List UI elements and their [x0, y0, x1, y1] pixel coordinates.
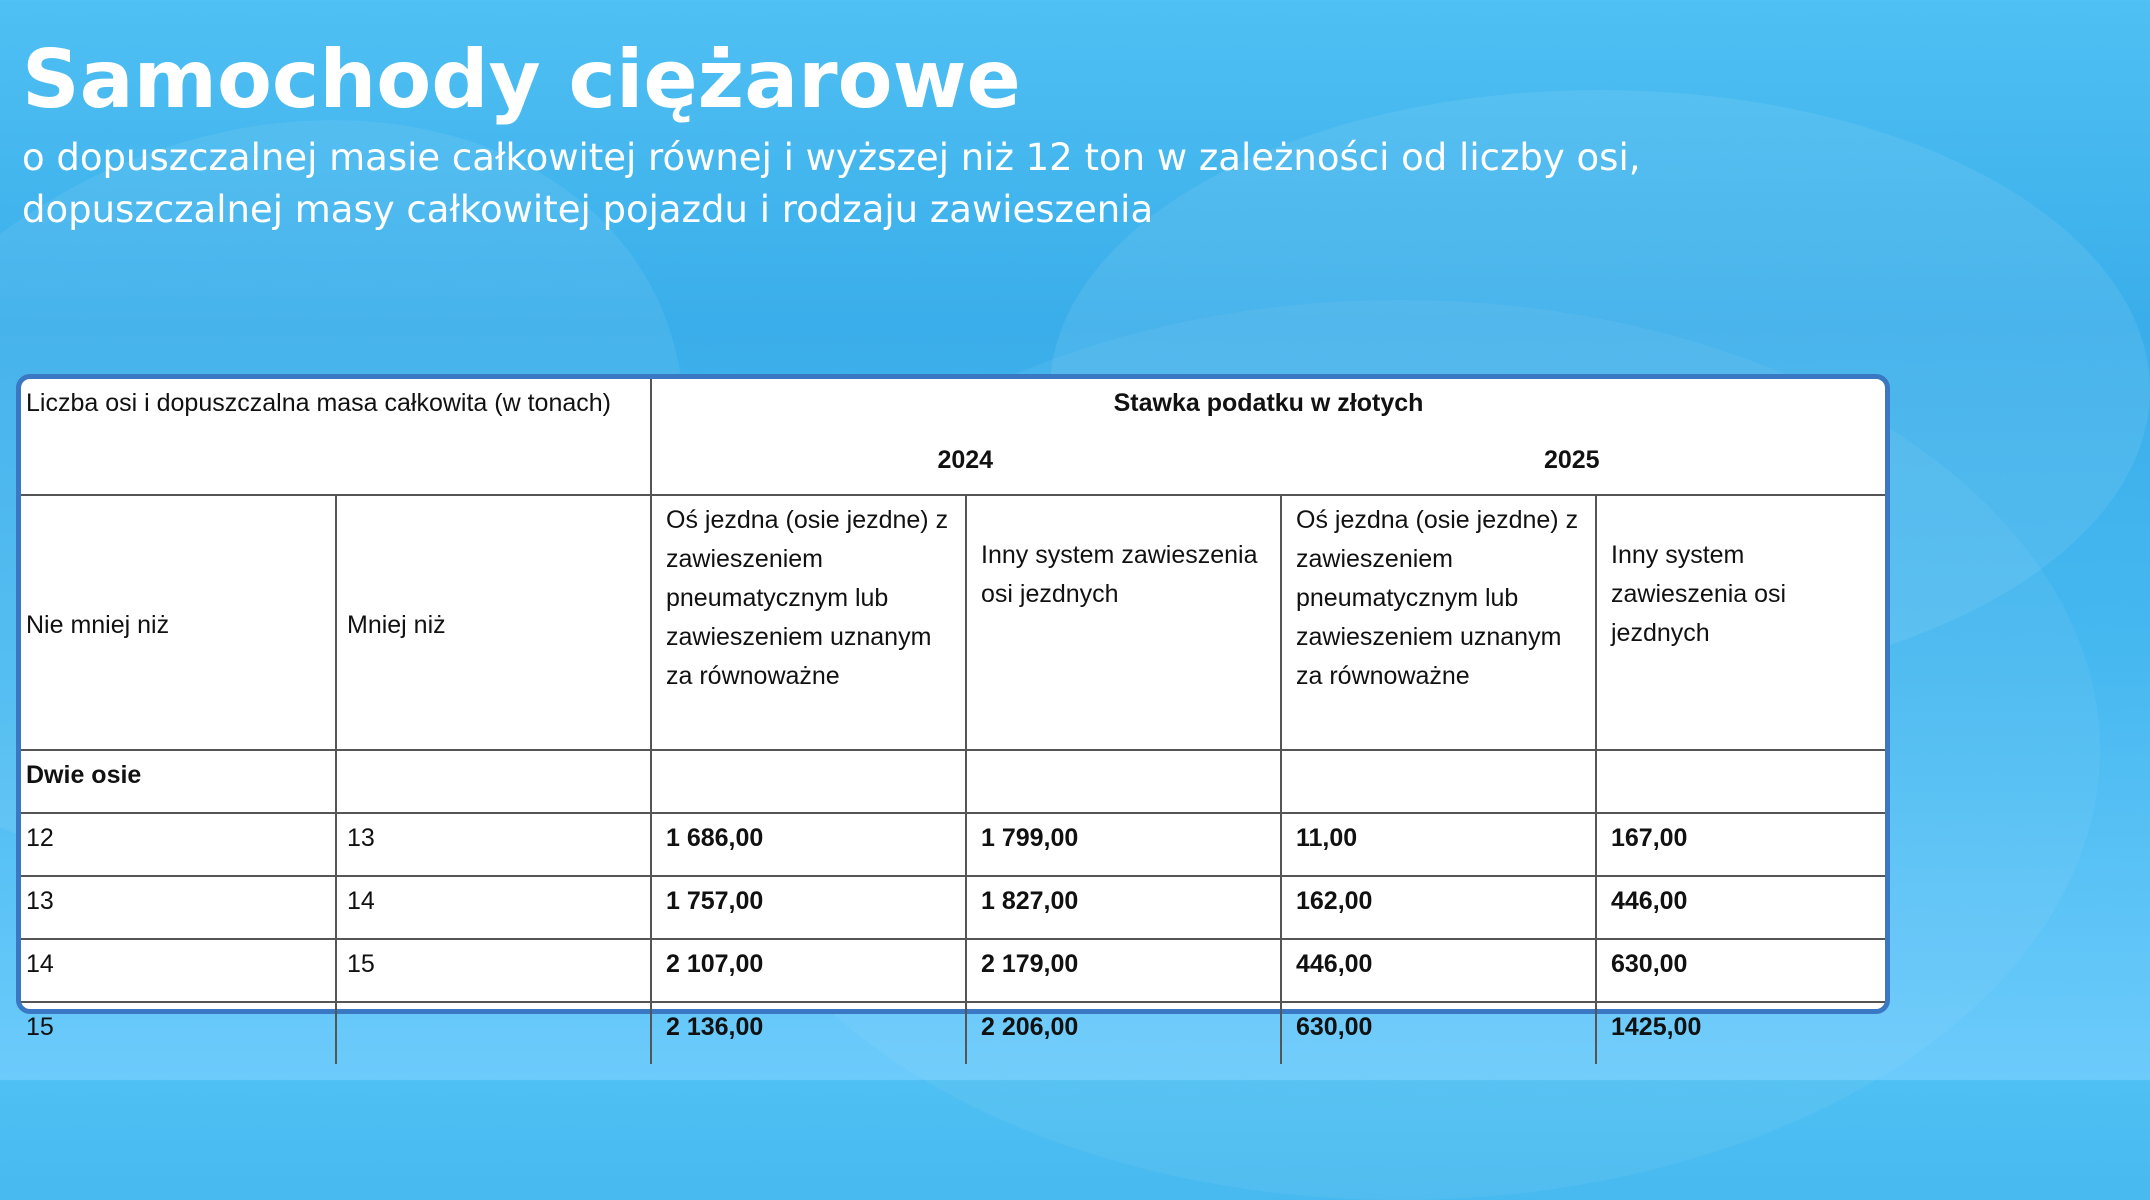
- table-cell: [651, 750, 966, 813]
- header-axles-mass: Liczba osi i dopuszczalna masa całkowita (w tonach): [21, 379, 651, 495]
- tax-table-frame: [16, 374, 1890, 1041]
- cell-min: 12: [21, 813, 336, 876]
- table-row: [21, 939, 1885, 1002]
- table-header-row: [21, 379, 1885, 495]
- page-title: Samochody ciężarowe: [22, 33, 1021, 126]
- col-header-pneumatic-2025: Oś jezdna (osie jezdne) z zawieszeniem pneumatycznym lub zawieszeniem uznanym za równoważne: [1281, 495, 1596, 750]
- table-subheader-row: [21, 495, 1885, 750]
- cell-pneumatic-2025: 446,00: [1281, 939, 1596, 1002]
- cell-other-2025: 167,00: [1596, 813, 1885, 876]
- table-cell: [966, 750, 1281, 813]
- header-tax-rate: [651, 379, 1885, 495]
- cell-min: 14: [21, 939, 336, 1002]
- cell-pneumatic-2025: 162,00: [1281, 876, 1596, 939]
- header-tax-rate-label: Stawka podatku w złotych: [1113, 389, 1424, 417]
- table-row: [21, 876, 1885, 939]
- cell-other-2024: 2 206,00: [966, 1002, 1281, 1064]
- table-cell: [1281, 750, 1596, 813]
- cell-other-2025: 630,00: [1596, 939, 1885, 1002]
- col-header-other-2024: Inny system zawieszenia osi jezdnych: [966, 495, 1281, 750]
- header-year-2025: 2025: [1543, 446, 1600, 474]
- section-label-two-axles: Dwie osie: [21, 750, 336, 813]
- cell-other-2025: 1425,00: [1596, 1002, 1885, 1064]
- table-cell: [1596, 750, 1885, 813]
- tax-rate-table: [21, 379, 1885, 1064]
- table-row: [21, 813, 1885, 876]
- cell-min: 15: [21, 1002, 336, 1064]
- cell-other-2025: 446,00: [1596, 876, 1885, 939]
- cell-pneumatic-2025: 11,00: [1281, 813, 1596, 876]
- cell-pneumatic-2024: 2 107,00: [651, 939, 966, 1002]
- col-header-max: Mniej niż: [336, 495, 651, 750]
- col-header-other-2025: Inny system zawieszenia osi jezdnych: [1596, 495, 1885, 750]
- table-row: [21, 1002, 1885, 1064]
- cell-other-2024: 1 827,00: [966, 876, 1281, 939]
- cell-pneumatic-2024: 1 686,00: [651, 813, 966, 876]
- cell-other-2024: 2 179,00: [966, 939, 1281, 1002]
- col-header-min: Nie mniej niż: [21, 495, 336, 750]
- cell-max: 15: [336, 939, 651, 1002]
- cell-pneumatic-2024: 1 757,00: [651, 876, 966, 939]
- table-cell: [336, 750, 651, 813]
- cell-other-2024: 1 799,00: [966, 813, 1281, 876]
- header-year-2024: 2024: [937, 446, 994, 474]
- cell-min: 13: [21, 876, 336, 939]
- page-subtitle: o dopuszczalnej masie całkowitej równej i wyższej niż 12 ton w zależności od liczby osi, dopuszczalnej masy całkowitej pojazdu i rodzaju zawieszenia: [22, 136, 1641, 231]
- cell-max: 14: [336, 876, 651, 939]
- cell-pneumatic-2025: 630,00: [1281, 1002, 1596, 1064]
- table-section-row: [21, 750, 1885, 813]
- col-header-pneumatic-2024: Oś jezdna (osie jezdne) z zawieszeniem pneumatycznym lub zawieszeniem uznanym za równoważne: [651, 495, 966, 750]
- cell-pneumatic-2024: 2 136,00: [651, 1002, 966, 1064]
- cell-max: [336, 1002, 651, 1064]
- cell-max: 13: [336, 813, 651, 876]
